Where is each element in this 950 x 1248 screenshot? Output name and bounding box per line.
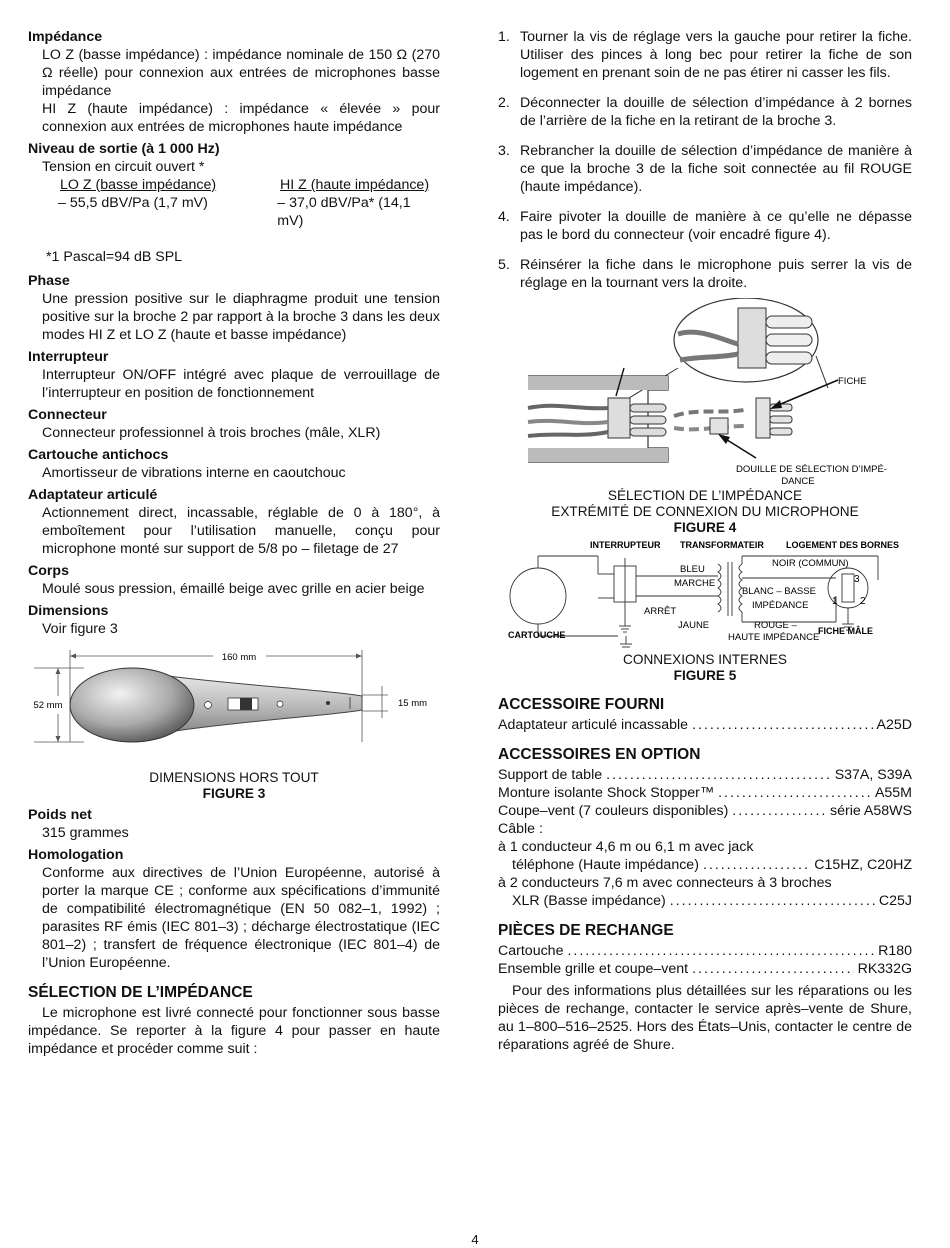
step-item	[498, 208, 912, 244]
fig5-blue-label: BLEU	[680, 564, 705, 575]
right-column	[498, 28, 912, 1054]
cable-1-heading: à 1 conducteur 4,6 m ou 6,1 m avec jack	[498, 839, 754, 855]
fig5-label: FIGURE 5	[673, 668, 737, 683]
adapter-text: Actionnement direct, incassable, réglable de 0 à 180°, à emboîtement pour l’utilisation manuelle, conçu pour microphone monté sur support de 5/8 po – filetage de 27	[42, 505, 440, 557]
fig4-plug-label: FICHE	[838, 376, 867, 387]
step-text: Faire pivoter la douille de manière à ce qu’elle ne dépasse pas le bord du connecteur (voir encadré figure 4).	[520, 209, 912, 243]
step-item	[498, 256, 912, 292]
cable-1-label: téléphone (Haute impédance)	[512, 857, 699, 873]
fig5-on-label: MARCHE	[674, 578, 716, 589]
impedance-lo-text: LO Z (basse impédance) : impédance nominale de 150 Ω (270 Ω réelle) pour connexion aux entrées de microphones basse impédance	[42, 47, 440, 99]
impedance-hi-text: HI Z (haute impédance) : impédance « élevée » pour connexion aux entrées de microphones haute impédance	[42, 101, 440, 135]
accessory-label: Adaptateur articulé incassable	[498, 717, 689, 733]
step-text: Réinsérer la fiche dans le microphone puis serrer la vis de réglage en la tournant vers la droite.	[520, 257, 912, 291]
cable-2-heading: à 2 conducteurs 7,6 m avec connecteurs à 3 broches	[498, 875, 832, 891]
dimensions-text: Voir figure 3	[42, 621, 118, 637]
fig5-yellow-label: JAUNE	[678, 620, 710, 631]
switch-heading: Interrupteur	[28, 349, 109, 365]
fig5-pin3-label: 3	[854, 574, 860, 585]
phase-heading: Phase	[28, 273, 70, 289]
fig5-black-label: NOIR (COMMUN)	[772, 558, 849, 569]
fig4-caption-2: EXTRÉMITÉ DE CONNEXION DU MICROPHONE	[551, 504, 859, 519]
figure-3-microphone-dimensions	[28, 638, 440, 770]
fig4-caption-1: SÉLECTION DE L’IMPÉDANCE	[607, 488, 803, 503]
accessory-row	[498, 716, 912, 734]
fig5-switch-label: INTERRUPTEUR	[590, 540, 661, 550]
dimensions-heading: Dimensions	[28, 603, 109, 619]
fig5-white-label-2: IMPÉDANCE	[752, 600, 809, 611]
fig5-male-label: FICHE MÂLE	[818, 626, 873, 636]
optional-accessories-heading: ACCESSOIRES EN OPTION	[498, 746, 701, 763]
step-number: 2.	[498, 95, 510, 111]
connector-text: Connecteur professionnel à trois broches (mâle, XLR)	[42, 425, 381, 441]
body-text: Moulé sous pression, émaillé beige avec grille en acier beige	[42, 581, 425, 597]
fig3-head-label: 52 mm	[33, 700, 63, 711]
cable-heading: Câble :	[498, 821, 543, 837]
figure-4-caption	[498, 488, 912, 536]
optional-row	[498, 784, 912, 802]
step-item	[498, 94, 912, 130]
optional-code: série A58WS	[829, 803, 912, 819]
optional-code: A55M	[874, 785, 912, 801]
cable-2-code: C25J	[878, 893, 912, 909]
step-number: 1.	[498, 29, 510, 45]
fig5-white-label-1: BLANC – BASSE	[742, 586, 816, 597]
microphone-drawing-icon	[70, 668, 362, 742]
parts-row	[498, 960, 912, 978]
figure-4-impedance-selection	[498, 298, 912, 488]
output-col2-head: HI Z (haute impédance)	[280, 177, 430, 193]
homologation-heading: Homologation	[28, 847, 124, 863]
shock-heading: Cartouche antichocs	[28, 447, 169, 463]
step-text: Déconnecter la douille de sélection d’impédance à 2 bornes de l’arrière de la fiche en la retirant de la broche 3.	[520, 95, 912, 129]
optional-row	[498, 802, 912, 820]
leader-dots	[732, 802, 826, 820]
homologation-text: Conforme aux directives de l’Union Européenne, autorisé à porter la marque CE ; conforme aux spécifications d’immunité de compatibilité électromagnétique (EN 50 082–1, 1992) ; parasites RF émis (IEC 801–3) ; décharge électrostatique (IEC 801–2) ; transfert de fréquence électronique (IEC 801–4) de l’Union Européenne.	[42, 865, 440, 971]
connector-heading: Connecteur	[28, 407, 107, 423]
procedure-steps	[498, 28, 912, 292]
optional-label: Monture isolante Shock Stopper™	[498, 785, 715, 801]
step-number: 4.	[498, 209, 510, 225]
figure-5-internal-connections	[498, 536, 912, 654]
fig4-socket-label-1: DOUILLE DE SÉLECTION D’IMPÉ-	[736, 464, 887, 475]
figure-3-caption	[28, 770, 440, 802]
cable-1-code: C15HZ, C20HZ	[814, 857, 912, 873]
weight-text: 315 grammes	[42, 825, 129, 841]
output-level-heading: Niveau de sortie (à 1 000 Hz)	[28, 141, 220, 157]
weight-heading: Poids net	[28, 807, 92, 823]
fig5-transformer-label: TRANSFORMATEIR	[680, 540, 764, 550]
output-col1-head: LO Z (basse impédance)	[60, 177, 217, 193]
figure-5-caption	[498, 652, 912, 684]
switch-text: Interrupteur ON/OFF intégré avec plaque de verrouillage de l’interrupteur en position de fonctionnement	[42, 367, 440, 401]
optional-label: Support de table	[498, 767, 603, 783]
leader-dots	[670, 892, 875, 910]
impedance-selection-heading: SÉLECTION DE L’IMPÉDANCE	[28, 984, 253, 1001]
step-item	[498, 142, 912, 196]
leader-dots	[692, 960, 854, 978]
fig5-pin2-label: 2	[860, 596, 866, 607]
leader-dots	[567, 942, 874, 960]
cable-2-label: XLR (Basse impédance)	[512, 893, 666, 909]
fig4-socket-label-2: DANCE	[781, 476, 815, 487]
pascal-note: *1 Pascal=94 dB SPL	[46, 249, 183, 265]
parts-code: R180	[878, 943, 912, 959]
cable-1-row	[498, 856, 912, 874]
optional-label: Coupe–vent (7 couleurs disponibles)	[498, 803, 729, 819]
body-heading: Corps	[28, 563, 69, 579]
optional-row	[498, 766, 912, 784]
step-text: Rebrancher la douille de sélection d’impédance de manière à ce que la broche 3 de la fiche soit connectée au fil ROUGE (haute impédance).	[520, 143, 912, 195]
output-table-head	[28, 176, 440, 194]
fig3-tail-label: 15 mm	[398, 698, 428, 709]
phase-text: Une pression positive sur le diaphragme produit une tension positive sur la broche 2 par rapport à la broche 3 dans les deux modes HI Z et LO Z (haute et basse impédance)	[42, 291, 440, 343]
parts-label: Ensemble grille et coupe–vent	[498, 961, 689, 977]
output-table-values	[28, 194, 440, 230]
leader-dots	[606, 766, 831, 784]
output-col1-value: – 55,5 dBV/Pa (1,7 mV)	[58, 195, 208, 211]
fig3-label: FIGURE 3	[202, 786, 266, 801]
parts-code: RK332G	[857, 961, 912, 977]
impedance-selection-text: Le microphone est livré connecté pour fonctionner sous basse impédance. Se reporter à la figure 4 pour passer en haute impédance et procéder comme suit :	[28, 1005, 440, 1057]
accessory-code: A25D	[876, 717, 912, 733]
left-column	[28, 28, 440, 1058]
service-info-text: Pour des informations plus détaillées sur les réparations ou les pièces de rechange, contacter le service après–vente de Shure, au 1–800–516–2525. Hors des États–Unis, contacter le centre de réparations agréé de Shure.	[498, 983, 912, 1053]
accessory-supplied-heading: ACCESSOIRE FOURNI	[498, 696, 665, 713]
fig5-pin1-label: 1	[832, 596, 838, 607]
fig5-red-label-1: ROUGE –	[754, 620, 797, 631]
step-text: Tourner la vis de réglage vers la gauche pour retirer la fiche. Utiliser des pinces à long bec pour retirer la fiche de son logement en prenant soin de ne pas étirer ni casser les fils.	[520, 29, 912, 81]
fig3-length-label: 160 mm	[221, 652, 257, 663]
parts-label: Cartouche	[498, 943, 564, 959]
open-circuit-text: Tension en circuit ouvert *	[42, 159, 205, 175]
replacement-parts-heading: PIÈCES DE RECHANGE	[498, 922, 674, 939]
fig5-housing-label: LOGEMENT DES BORNES	[786, 540, 900, 550]
fig4-label: FIGURE 4	[673, 520, 737, 535]
shock-text: Amortisseur de vibrations interne en caoutchouc	[42, 465, 346, 481]
fig5-off-label: ARRÊT	[644, 606, 677, 617]
step-item	[498, 28, 912, 82]
leader-dots	[692, 716, 872, 734]
page-number: 4	[471, 1232, 479, 1247]
optional-code: S37A, S39A	[834, 767, 912, 783]
leader-dots	[703, 856, 810, 874]
fig5-caption-text: CONNEXIONS INTERNES	[623, 652, 787, 667]
output-col2-value: – 37,0 dBV/Pa* (14,1 mV)	[277, 195, 411, 229]
fig5-cartridge-label: CARTOUCHE	[508, 630, 566, 640]
leader-dots	[718, 784, 871, 802]
fig3-caption-text: DIMENSIONS HORS TOUT	[149, 770, 319, 785]
adapter-heading: Adaptateur articulé	[28, 487, 158, 503]
step-number: 3.	[498, 143, 510, 159]
impedance-heading: Impédance	[28, 29, 103, 45]
fig5-red-label-2: HAUTE IMPÉDANCE	[728, 632, 820, 643]
cable-2-row	[498, 892, 912, 910]
parts-row	[498, 942, 912, 960]
step-number: 5.	[498, 257, 510, 273]
